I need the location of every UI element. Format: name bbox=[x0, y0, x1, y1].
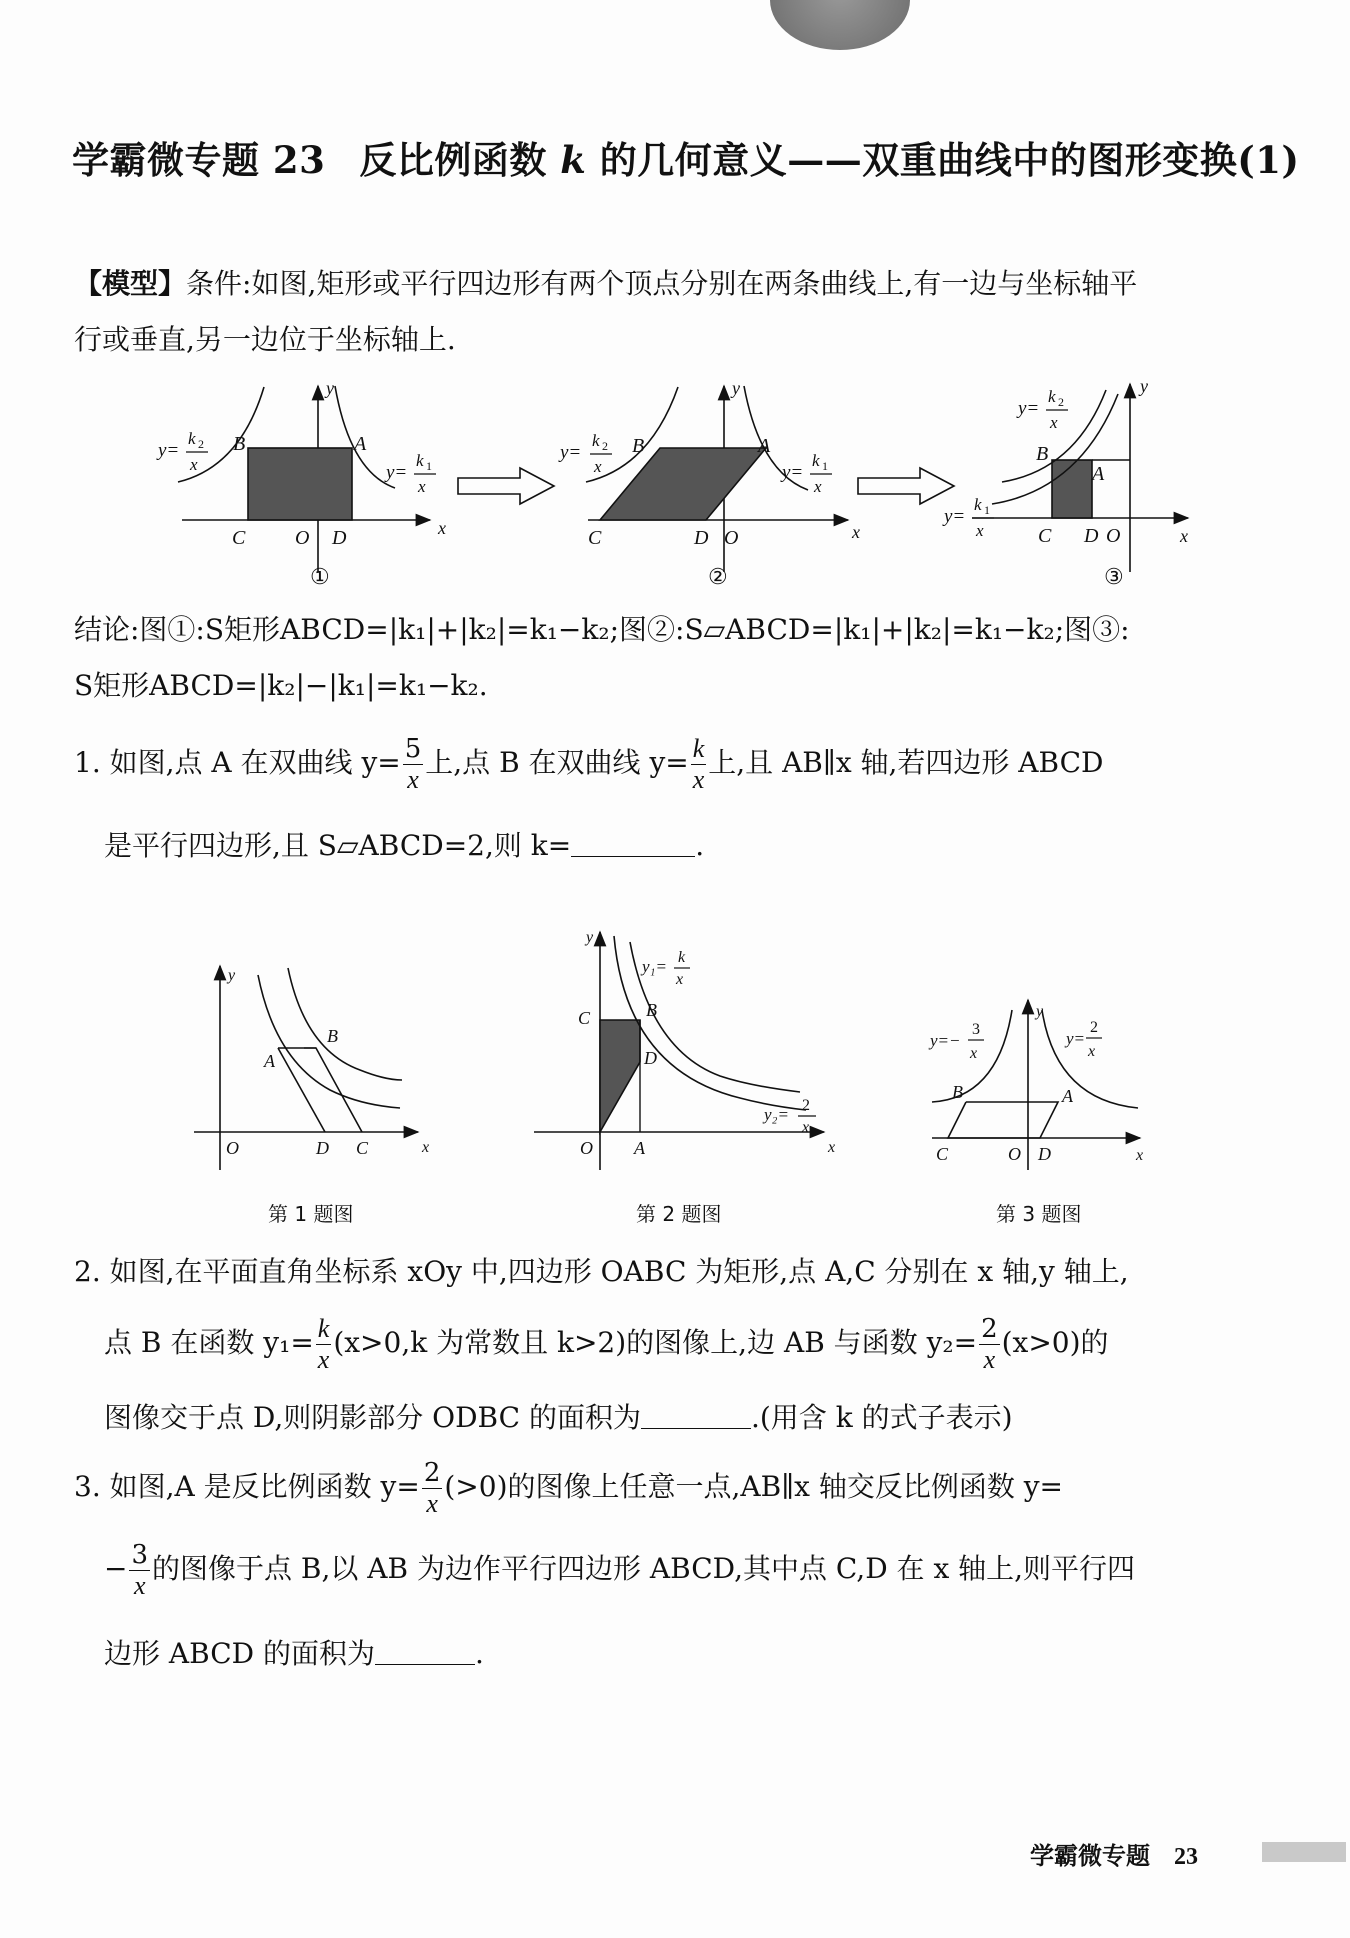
answer-blank-1[interactable] bbox=[571, 832, 695, 857]
svg-text:B: B bbox=[1036, 443, 1049, 465]
question-3-line-3: 边形 ABCD 的面积为 . bbox=[104, 1637, 484, 1670]
conclusion-line-2: S矩形ABCD=|k₂|−|k₁|=k₁−k₂. bbox=[74, 669, 488, 702]
figure-label-2: ② bbox=[708, 564, 728, 589]
svg-text:D: D bbox=[1038, 1144, 1051, 1164]
fraction-2-over-x-q2: $\frac{2}{x}$ bbox=[981, 1314, 998, 1374]
svg-text:O: O bbox=[295, 527, 310, 549]
svg-text:y=: y= bbox=[386, 462, 408, 483]
svg-text:k: k bbox=[812, 451, 820, 470]
curve-label-y2: y₂= bbox=[764, 1105, 789, 1124]
model-line-1: 【模型】条件:如图,矩形或平行四边形有两个顶点分别在两条曲线上,有一边与坐标轴平 bbox=[74, 267, 1138, 300]
question-2-line-3: 图像交于点 D,则阴影部分 ODBC 的面积为 .(用含 k 的式子表示) bbox=[104, 1401, 1013, 1434]
svg-text:D: D bbox=[332, 527, 347, 549]
svg-text:x: x bbox=[1136, 1147, 1144, 1164]
svg-text:D: D bbox=[1084, 525, 1099, 547]
svg-text:2: 2 bbox=[1090, 1019, 1098, 1036]
svg-text:C: C bbox=[936, 1144, 949, 1164]
svg-text:O: O bbox=[724, 527, 739, 549]
svg-text:y=: y= bbox=[1018, 398, 1040, 419]
model-figures bbox=[140, 372, 1220, 592]
transform-arrow-1 bbox=[458, 468, 554, 504]
svg-text:y=: y= bbox=[782, 462, 804, 483]
figure-caption-3: 第 3 题图 bbox=[996, 1202, 1082, 1226]
figure-label-1: ① bbox=[310, 564, 330, 589]
question-figures bbox=[180, 920, 1160, 1180]
svg-text:x: x bbox=[802, 1119, 810, 1136]
svg-text:y: y bbox=[586, 929, 594, 946]
svg-text:x: x bbox=[594, 457, 602, 476]
question-3-line-2: − $\frac{3}{x}$ 的图像于点 B,以 AB 为边作平行四边形 ABCD,其中点 C,D 在 x 轴上,则平行四 bbox=[104, 1540, 1136, 1600]
question-2-figure bbox=[534, 929, 835, 1170]
svg-text:k: k bbox=[188, 429, 196, 448]
svg-text:x: x bbox=[422, 1139, 430, 1156]
svg-text:x: x bbox=[1050, 413, 1058, 432]
fraction-k-over-x: $\frac{k}{x}$ bbox=[692, 734, 705, 794]
shaded-rectangle-3 bbox=[1052, 460, 1092, 518]
svg-text:1: 1 bbox=[984, 503, 990, 517]
svg-text:C: C bbox=[1038, 525, 1052, 547]
svg-text:k: k bbox=[678, 949, 686, 966]
footer-label: 学霸微专题 bbox=[1030, 1842, 1150, 1870]
page-corner-tab bbox=[770, 0, 910, 50]
curve-label-right: y= bbox=[1066, 1029, 1086, 1048]
question-3-figure bbox=[928, 1000, 1143, 1170]
transform-arrow-2 bbox=[858, 468, 954, 504]
svg-text:A: A bbox=[264, 1051, 275, 1071]
svg-text:y=: y= bbox=[560, 442, 582, 463]
svg-text:D: D bbox=[694, 527, 709, 549]
svg-text:D: D bbox=[316, 1138, 329, 1158]
svg-text:B: B bbox=[632, 435, 645, 457]
model-label: 【模型】 bbox=[74, 267, 187, 300]
svg-text:A: A bbox=[1062, 1086, 1073, 1106]
svg-text:x: x bbox=[418, 477, 426, 496]
svg-text:x: x bbox=[676, 971, 684, 988]
svg-text:A: A bbox=[354, 433, 367, 455]
curve-label-left: y=− bbox=[930, 1031, 961, 1050]
svg-text:C: C bbox=[578, 1008, 591, 1028]
svg-text:x: x bbox=[1180, 526, 1188, 546]
svg-text:x: x bbox=[190, 455, 198, 474]
svg-text:x: x bbox=[828, 1139, 836, 1156]
svg-text:y: y bbox=[326, 378, 334, 398]
svg-text:k: k bbox=[416, 451, 424, 470]
page-footer bbox=[1030, 1836, 1198, 1871]
svg-text:C: C bbox=[588, 527, 602, 549]
figure-caption-1: 第 1 题图 bbox=[268, 1202, 354, 1226]
svg-text:B: B bbox=[952, 1082, 963, 1102]
svg-text:x: x bbox=[970, 1045, 978, 1062]
model-figure-2 bbox=[558, 378, 860, 589]
question-1-line-1: 1. 如图,点 A 在双曲线 y= $\frac{5}{x}$ 上,点 B 在双曲线 y= $\frac{k}{x}$ 上,且 AB∥x 轴,若四边形 ABCD bbox=[74, 734, 1104, 794]
svg-text:1: 1 bbox=[822, 459, 828, 473]
answer-blank-2[interactable] bbox=[641, 1404, 751, 1429]
svg-text:k: k bbox=[974, 495, 982, 514]
svg-text:O: O bbox=[1106, 525, 1121, 547]
fraction-5-over-x: $\frac{5}{x}$ bbox=[404, 734, 422, 794]
question-3-line-1: 3. 如图,A 是反比例函数 y= $\frac{2}{x}$ (>0)的图像上任意一点,AB∥x 轴交反比例函数 y= bbox=[74, 1458, 1064, 1518]
svg-text:x: x bbox=[1088, 1043, 1096, 1060]
svg-text:y: y bbox=[1140, 376, 1148, 396]
question-1-line-2: 是平行四边形,且 S▱ABCD=2,则 k= . bbox=[104, 829, 705, 862]
svg-text:D: D bbox=[644, 1048, 657, 1068]
curve-label-y1: y₁= bbox=[642, 957, 667, 976]
model-figure-1 bbox=[156, 378, 446, 589]
svg-text:2: 2 bbox=[1058, 395, 1064, 409]
svg-text:y: y bbox=[228, 967, 236, 984]
model-line-2: 行或垂直,另一边位于坐标轴上. bbox=[74, 323, 456, 356]
svg-text:y: y bbox=[1036, 1003, 1044, 1020]
fraction-k-over-x-q2: $\frac{k}{x}$ bbox=[317, 1314, 330, 1374]
svg-text:1: 1 bbox=[426, 459, 432, 473]
shaded-region-ODBC bbox=[600, 1020, 640, 1132]
svg-text:A: A bbox=[1092, 463, 1105, 485]
question-2-line-2: 点 B 在函数 y₁= $\frac{k}{x}$ (x>0,k 为常数且 k>2)的图像上,边 AB 与函数 y₂= $\frac{2}{x}$ (x>0)的 bbox=[104, 1314, 1109, 1374]
figure-caption-2: 第 2 题图 bbox=[636, 1202, 722, 1226]
svg-text:A: A bbox=[758, 435, 771, 457]
fraction-3-over-x-q3: $\frac{3}{x}$ bbox=[131, 1540, 149, 1600]
svg-text:x: x bbox=[976, 521, 984, 540]
footer-bar bbox=[1262, 1842, 1346, 1862]
svg-text:A: A bbox=[634, 1138, 645, 1158]
svg-text:C: C bbox=[356, 1138, 369, 1158]
svg-text:C: C bbox=[232, 527, 246, 549]
shaded-rectangle bbox=[248, 448, 352, 520]
page-number: 23 bbox=[1174, 1844, 1198, 1870]
page-title: 学霸微专题 23 反比例函数 k 的几何意义——双重曲线中的图形变换(1) bbox=[72, 138, 1300, 182]
answer-blank-3[interactable] bbox=[375, 1640, 475, 1665]
svg-text:y=: y= bbox=[944, 506, 966, 527]
svg-text:2: 2 bbox=[802, 1097, 810, 1114]
svg-text:k: k bbox=[1048, 387, 1056, 406]
fraction-2-over-x-q3: $\frac{2}{x}$ bbox=[423, 1458, 441, 1518]
svg-text:y=: y= bbox=[158, 440, 180, 461]
conclusion-line-1: 结论:图①:S矩形ABCD=|k₁|+|k₂|=k₁−k₂;图②:S▱ABCD=|k₁|+|k₂|=k₁−k₂;图③: bbox=[74, 613, 1130, 646]
shaded-parallelogram bbox=[600, 448, 766, 520]
svg-text:x: x bbox=[814, 477, 822, 496]
svg-text:3: 3 bbox=[972, 1021, 980, 1038]
svg-text:2: 2 bbox=[198, 437, 204, 451]
svg-text:x: x bbox=[852, 522, 860, 542]
svg-text:B: B bbox=[327, 1026, 338, 1046]
svg-text:O: O bbox=[580, 1138, 593, 1158]
figure-label-3: ③ bbox=[1104, 564, 1124, 589]
svg-text:y: y bbox=[732, 378, 740, 398]
svg-text:k: k bbox=[592, 431, 600, 450]
question-1-figure bbox=[194, 966, 429, 1170]
svg-text:2: 2 bbox=[602, 439, 608, 453]
svg-text:O: O bbox=[1008, 1144, 1021, 1164]
question-2-line-1: 2. 如图,在平面直角坐标系 xOy 中,四边形 OABC 为矩形,点 A,C 分别在 x 轴,y 轴上, bbox=[74, 1255, 1129, 1288]
model-figure-3 bbox=[942, 376, 1188, 589]
svg-text:B: B bbox=[233, 433, 246, 455]
svg-text:B: B bbox=[646, 1000, 657, 1020]
svg-text:x: x bbox=[438, 518, 446, 538]
svg-text:O: O bbox=[226, 1138, 239, 1158]
